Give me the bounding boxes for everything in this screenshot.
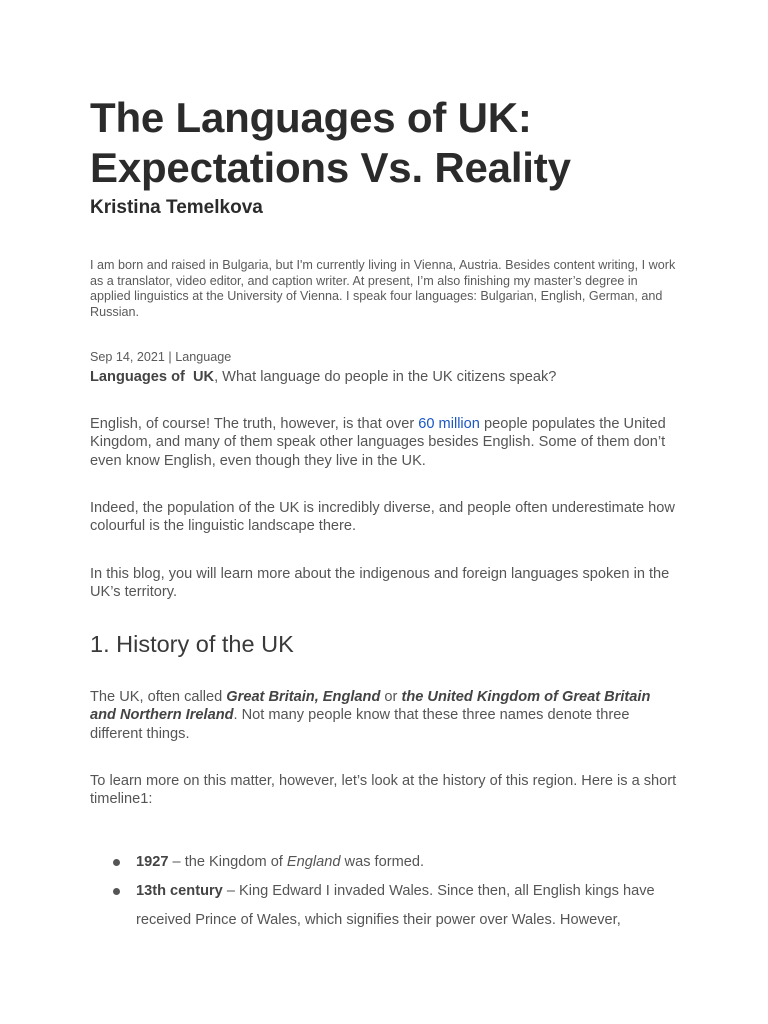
timeline-text: – King Edward I invaded Wales. Since then, all English kings have received Prince of Wales, which signifies their power over Wales. However, xyxy=(136,883,655,928)
article-title-line-2: Expectations Vs. Reality xyxy=(90,144,571,191)
list-item xyxy=(90,848,680,877)
paragraph-timeline-intro: To learn more on this matter, however, let’s look at the history of this region. Here is a short timeline1: xyxy=(90,773,677,808)
timeline-year: 1927 xyxy=(136,854,169,870)
paragraph-diversity: Indeed, the population of the UK is incredibly diverse, and people often underestimate how colourful is the linguistic landscape there. xyxy=(90,500,675,535)
post-date: Sep 14, 2021 xyxy=(90,350,165,364)
timeline-list xyxy=(90,848,680,935)
lead-question xyxy=(90,368,556,386)
author-bio: I am born and raised in Bulgaria, but I'm currently living in Vienna, Austria. Besides content writing, I work as a translator, video editor, and caption writer. At present, I’m also finishing my master’s degree in applied linguistics at the University of Vienna. I speak four languages: Bulgarian, English, German, and Russian. xyxy=(90,258,676,319)
timeline-year: 13th century xyxy=(136,883,223,899)
timeline-italic: England xyxy=(286,854,341,870)
p4-part-a: The UK, often called xyxy=(90,689,227,705)
lead-bold: Languages of UK xyxy=(90,369,215,385)
lead-rest: , What language do people in the UK citizens speak? xyxy=(214,369,557,385)
meta-separator: | xyxy=(164,350,176,364)
paragraph-uk-names xyxy=(90,688,680,743)
post-category-link[interactable]: Language xyxy=(175,350,232,364)
p4-united-kingdom: the United Kingdom of Great Britain and Northern Ireland xyxy=(90,689,651,724)
list-item xyxy=(90,877,680,935)
p1-before-link: English, of course! The truth, however, is that over xyxy=(90,416,419,432)
p1-after-link: people populates the United Kingdom, and many of them speak other languages besides English. Some of them don’t even know English, even though they live in the UK. xyxy=(90,416,666,469)
timeline-text-end: was formed. xyxy=(340,854,425,870)
article-title-line-1: The Languages of UK: xyxy=(90,94,532,141)
bullet-icon xyxy=(113,859,120,866)
timeline-text: – the Kingdom of xyxy=(168,854,287,870)
section-heading-history: 1. History of the UK xyxy=(90,631,294,657)
author-name[interactable]: Kristina Temelkova xyxy=(90,197,263,218)
p4-part-e: . Not many people know that these three names denote three different things. xyxy=(90,707,630,742)
bullet-icon xyxy=(113,888,120,895)
paragraph-blog-intro: In this blog, you will learn more about the indigenous and foreign languages spoken in the UK’s territory. xyxy=(90,566,670,601)
p4-great-britain: Great Britain, England xyxy=(226,689,381,705)
population-link[interactable]: 60 million xyxy=(418,416,480,432)
article-title xyxy=(90,93,690,193)
post-meta xyxy=(90,349,231,365)
p4-part-c: or xyxy=(380,689,402,705)
paragraph-population xyxy=(90,415,680,470)
